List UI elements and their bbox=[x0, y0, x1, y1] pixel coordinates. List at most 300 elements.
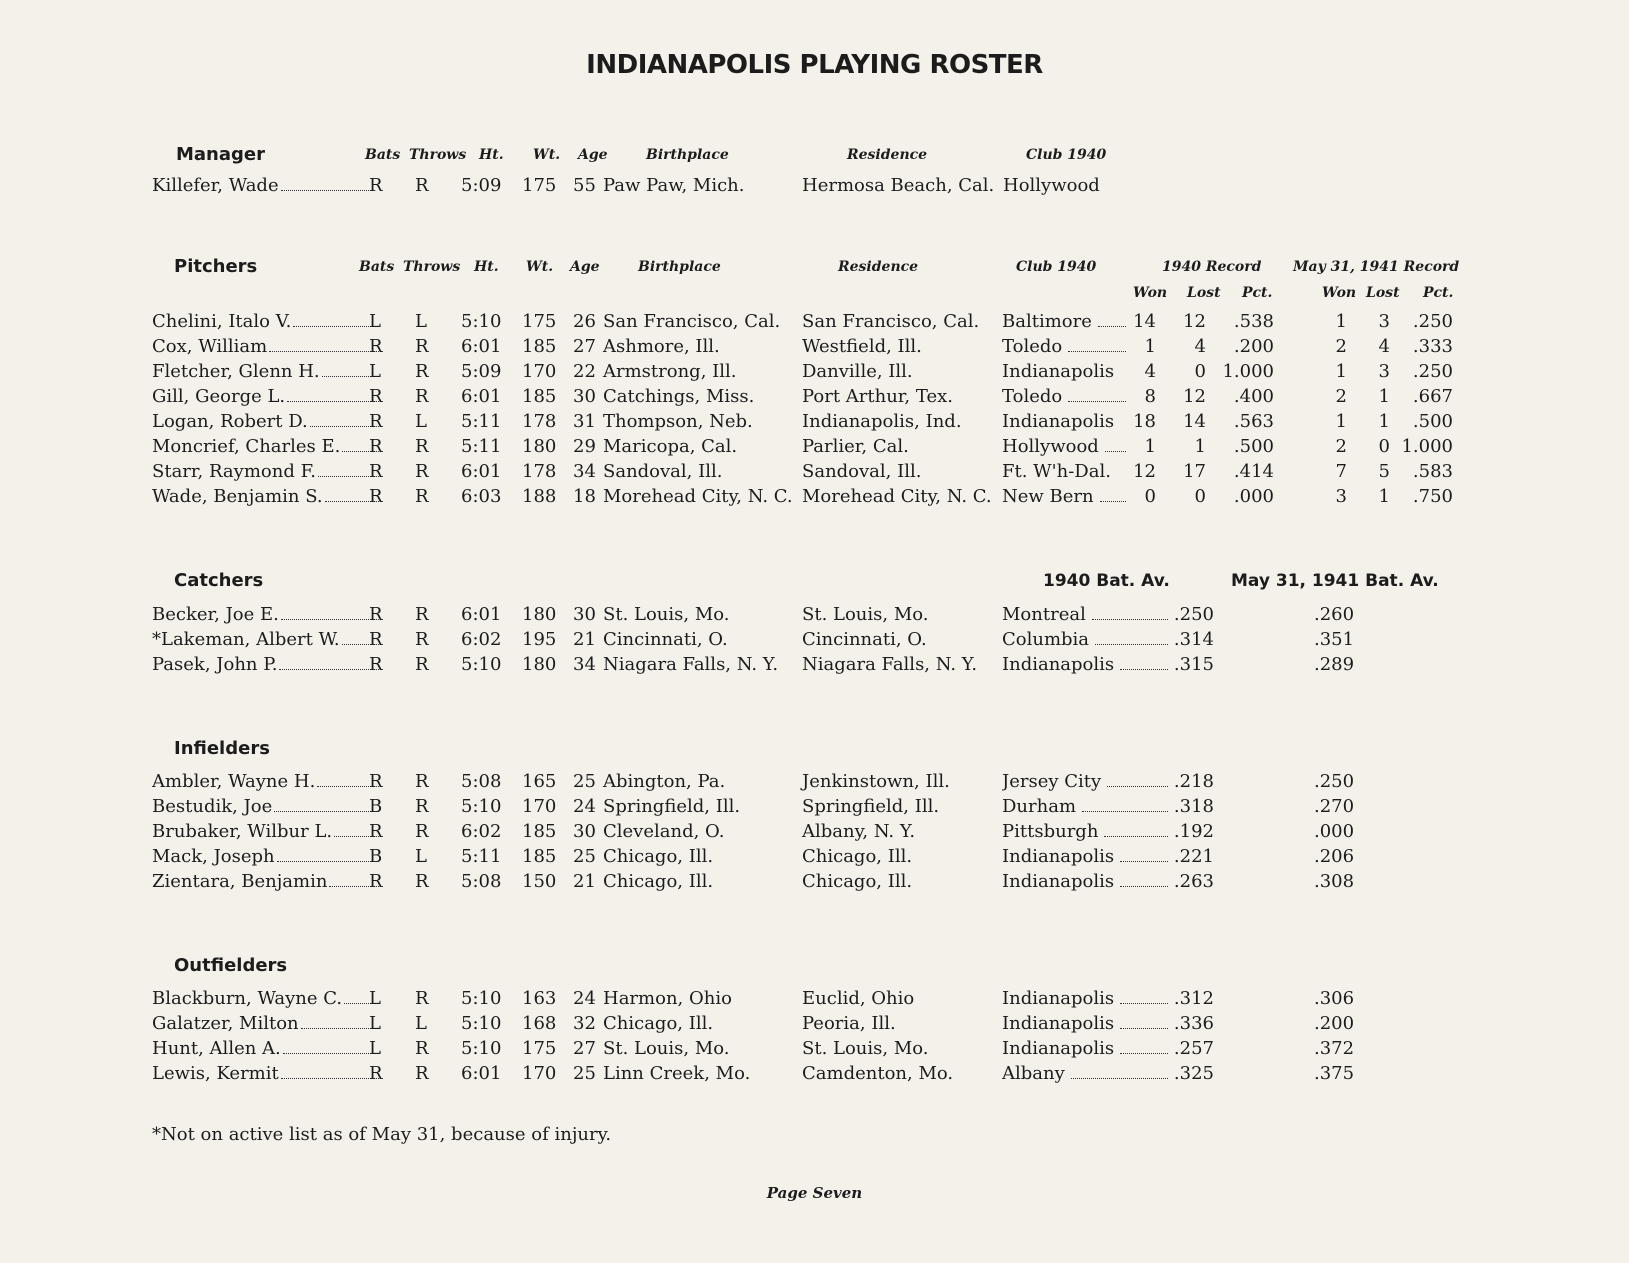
lost-1941: 1 bbox=[1378, 386, 1390, 407]
player-name: Moncrief, Charles E. bbox=[152, 436, 380, 458]
height: 5:10 bbox=[461, 1038, 502, 1059]
col-lost-1941: Lost bbox=[1366, 285, 1400, 301]
birthplace: Chicago, Ill. bbox=[603, 871, 714, 892]
infielders-heading: Infielders bbox=[174, 738, 270, 759]
weight: 175 bbox=[522, 311, 557, 332]
weight: 163 bbox=[522, 988, 557, 1009]
table-row bbox=[0, 386, 1629, 411]
bats: L bbox=[369, 1013, 381, 1034]
height: 5:08 bbox=[461, 871, 502, 892]
pct-1940: .000 bbox=[1233, 486, 1274, 507]
col-ht: Ht. bbox=[474, 259, 499, 275]
bats: R bbox=[369, 1063, 383, 1084]
throws: R bbox=[415, 604, 429, 625]
bats: R bbox=[369, 486, 383, 507]
age: 25 bbox=[573, 771, 596, 792]
bats: R bbox=[369, 871, 383, 892]
player-name: Wade, Benjamin S. bbox=[152, 486, 380, 508]
col-throws: Throws bbox=[403, 259, 461, 275]
throws: R bbox=[415, 988, 429, 1009]
player-name: Mack, Joseph bbox=[152, 846, 380, 868]
player-name: Cox, William bbox=[152, 336, 380, 358]
age: 29 bbox=[573, 436, 596, 457]
lost-1941: 1 bbox=[1378, 411, 1390, 432]
col-birthplace: Birthplace bbox=[646, 147, 729, 163]
club: Indianapolis bbox=[1002, 361, 1115, 382]
won-1941: 1 bbox=[1335, 311, 1347, 332]
col-bats: Bats bbox=[365, 147, 401, 163]
bats: R bbox=[369, 771, 383, 792]
residence: Springfield, Ill. bbox=[802, 796, 940, 817]
player-name: Galatzer, Milton bbox=[152, 1013, 380, 1035]
player-name: Blackburn, Wayne C. bbox=[152, 988, 380, 1010]
table-row bbox=[0, 821, 1629, 846]
won-1940: 12 bbox=[1133, 461, 1156, 482]
age: 30 bbox=[573, 821, 596, 842]
weight: 170 bbox=[522, 1063, 557, 1084]
player-name: Becker, Joe E. bbox=[152, 604, 380, 626]
club: Jersey City bbox=[1002, 771, 1172, 793]
residence: Hermosa Beach, Cal. bbox=[802, 175, 995, 196]
throws: R bbox=[415, 821, 429, 842]
throws: L bbox=[415, 1013, 427, 1034]
bats: R bbox=[369, 336, 383, 357]
throws: R bbox=[415, 654, 429, 675]
residence: Port Arthur, Tex. bbox=[802, 386, 954, 407]
birthplace: Springfield, Ill. bbox=[603, 796, 741, 817]
lost-1941: 1 bbox=[1378, 486, 1390, 507]
player-name: Hunt, Allen A. bbox=[152, 1038, 380, 1060]
won-1940: 4 bbox=[1144, 361, 1156, 382]
table-row bbox=[0, 846, 1629, 871]
table-row bbox=[0, 411, 1629, 436]
col-pct-1940: Pct. bbox=[1242, 285, 1273, 301]
table-row bbox=[0, 604, 1629, 629]
club: Baltimore bbox=[1002, 311, 1130, 333]
player-name: Ambler, Wayne H. bbox=[152, 771, 380, 793]
manager-row bbox=[0, 175, 1629, 200]
col-lost-1940: Lost bbox=[1187, 285, 1221, 301]
birthplace: Abington, Pa. bbox=[603, 771, 726, 792]
age: 18 bbox=[573, 486, 596, 507]
col-residence: Residence bbox=[838, 259, 919, 275]
bats: B bbox=[369, 846, 383, 867]
weight: 180 bbox=[522, 654, 557, 675]
height: 6:03 bbox=[461, 486, 502, 507]
pct-1940: .400 bbox=[1233, 386, 1274, 407]
won-1941: 1 bbox=[1335, 361, 1347, 382]
height: 5:11 bbox=[461, 436, 502, 457]
won-1941: 3 bbox=[1335, 486, 1347, 507]
table-row bbox=[0, 336, 1629, 361]
weight: 195 bbox=[522, 629, 557, 650]
col-club: Club 1940 bbox=[1026, 147, 1107, 163]
col-wt: Wt. bbox=[526, 259, 554, 275]
weight: 168 bbox=[522, 1013, 557, 1034]
bats: R bbox=[369, 386, 383, 407]
birthplace: Ashmore, Ill. bbox=[603, 336, 720, 357]
weight: 170 bbox=[522, 361, 557, 382]
bats: R bbox=[369, 604, 383, 625]
club: Indianapolis bbox=[1002, 411, 1115, 432]
won-1941: 7 bbox=[1335, 461, 1347, 482]
bat-av-1941: .260 bbox=[1314, 604, 1355, 625]
lost-1940: 12 bbox=[1183, 386, 1206, 407]
weight: 150 bbox=[522, 871, 557, 892]
throws: L bbox=[415, 411, 427, 432]
throws: R bbox=[415, 336, 429, 357]
lost-1940: 4 bbox=[1194, 336, 1206, 357]
col-age: Age bbox=[578, 147, 608, 163]
throws: R bbox=[415, 871, 429, 892]
height: 5:10 bbox=[461, 796, 502, 817]
table-row bbox=[0, 1013, 1629, 1038]
bats: L bbox=[369, 311, 381, 332]
birthplace: Armstrong, Ill. bbox=[603, 361, 737, 382]
club: Indianapolis bbox=[1002, 1038, 1172, 1060]
weight: 178 bbox=[522, 461, 557, 482]
residence: Jenkinstown, Ill. bbox=[802, 771, 950, 792]
age: 34 bbox=[573, 461, 596, 482]
height: 5:10 bbox=[461, 654, 502, 675]
residence: Albany, N. Y. bbox=[802, 821, 916, 842]
bat-av-1941: .250 bbox=[1314, 771, 1355, 792]
residence: Indianapolis, Ind. bbox=[802, 411, 962, 432]
won-1940: 18 bbox=[1133, 411, 1156, 432]
table-row bbox=[0, 311, 1629, 336]
weight: 170 bbox=[522, 796, 557, 817]
height: 6:02 bbox=[461, 629, 502, 650]
pct-1940: 1.000 bbox=[1222, 361, 1274, 382]
bats: R bbox=[369, 654, 383, 675]
residence: Parlier, Cal. bbox=[802, 436, 909, 457]
birthplace: Paw Paw, Mich. bbox=[603, 175, 745, 196]
bats: R bbox=[369, 175, 383, 196]
bat-av-1941: .306 bbox=[1314, 988, 1355, 1009]
player-name: Killefer, Wade bbox=[152, 175, 372, 197]
table-row bbox=[0, 654, 1629, 679]
club: Ft. W'h-Dal. bbox=[1002, 461, 1111, 482]
residence: Camdenton, Mo. bbox=[802, 1063, 954, 1084]
height: 6:01 bbox=[461, 604, 502, 625]
table-row bbox=[0, 486, 1629, 511]
won-1941: 2 bbox=[1335, 336, 1347, 357]
club: Indianapolis bbox=[1002, 1013, 1172, 1035]
col-bat-av-1941: May 31, 1941 Bat. Av. bbox=[1231, 571, 1439, 591]
col-record-1940: 1940 Record bbox=[1162, 259, 1262, 275]
won-1940: 14 bbox=[1133, 311, 1156, 332]
player-name: Logan, Robert D. bbox=[152, 411, 380, 433]
residence: Chicago, Ill. bbox=[802, 871, 913, 892]
height: 5:09 bbox=[461, 361, 502, 382]
age: 30 bbox=[573, 386, 596, 407]
throws: R bbox=[415, 1063, 429, 1084]
pct-1940: .563 bbox=[1233, 411, 1274, 432]
lost-1940: 0 bbox=[1194, 361, 1206, 382]
residence: Chicago, Ill. bbox=[802, 846, 913, 867]
lost-1941: 0 bbox=[1378, 436, 1390, 457]
bat-av-1941: .372 bbox=[1314, 1038, 1355, 1059]
page-number: Page Seven bbox=[766, 1184, 863, 1202]
club: Indianapolis bbox=[1002, 871, 1172, 893]
bats: R bbox=[369, 461, 383, 482]
birthplace: St. Louis, Mo. bbox=[603, 1038, 730, 1059]
residence: Danville, Ill. bbox=[802, 361, 913, 382]
height: 5:10 bbox=[461, 311, 502, 332]
club: Pittsburgh bbox=[1002, 821, 1172, 843]
weight: 175 bbox=[522, 1038, 557, 1059]
birthplace: Chicago, Ill. bbox=[603, 1013, 714, 1034]
table-row bbox=[0, 461, 1629, 486]
outfielders-heading: Outfielders bbox=[174, 955, 288, 976]
weight: 185 bbox=[522, 821, 557, 842]
age: 27 bbox=[573, 336, 596, 357]
weight: 175 bbox=[522, 175, 557, 196]
lost-1940: 0 bbox=[1194, 486, 1206, 507]
throws: R bbox=[415, 1038, 429, 1059]
club: Montreal bbox=[1002, 604, 1172, 626]
bat-av-1941: .000 bbox=[1314, 821, 1355, 842]
bat-av-1940: .325 bbox=[1173, 1063, 1214, 1084]
lost-1941: 5 bbox=[1378, 461, 1390, 482]
bats: L bbox=[369, 361, 381, 382]
table-row bbox=[0, 796, 1629, 821]
col-record-1941: May 31, 1941 Record bbox=[1293, 259, 1460, 275]
bat-av-1941: .308 bbox=[1314, 871, 1355, 892]
bats: R bbox=[369, 629, 383, 650]
height: 5:11 bbox=[461, 846, 502, 867]
birthplace: Maricopa, Cal. bbox=[603, 436, 738, 457]
bat-av-1940: .312 bbox=[1173, 988, 1214, 1009]
age: 22 bbox=[573, 361, 596, 382]
col-pct-1941: Pct. bbox=[1423, 285, 1454, 301]
height: 6:02 bbox=[461, 821, 502, 842]
weight: 165 bbox=[522, 771, 557, 792]
bat-av-1941: .200 bbox=[1314, 1013, 1355, 1034]
throws: R bbox=[415, 796, 429, 817]
table-row bbox=[0, 436, 1629, 461]
table-row bbox=[0, 629, 1629, 654]
age: 55 bbox=[573, 175, 596, 196]
bats: R bbox=[369, 436, 383, 457]
bat-av-1940: .318 bbox=[1173, 796, 1214, 817]
residence: San Francisco, Cal. bbox=[802, 311, 980, 332]
throws: R bbox=[415, 386, 429, 407]
player-name: Bestudik, Joe bbox=[152, 796, 380, 818]
age: 24 bbox=[573, 796, 596, 817]
bat-av-1940: .250 bbox=[1173, 604, 1214, 625]
lost-1941: 3 bbox=[1378, 361, 1390, 382]
lost-1940: 17 bbox=[1183, 461, 1206, 482]
bat-av-1941: .270 bbox=[1314, 796, 1355, 817]
birthplace: Chicago, Ill. bbox=[603, 846, 714, 867]
birthplace: Linn Creek, Mo. bbox=[603, 1063, 751, 1084]
throws: R bbox=[415, 436, 429, 457]
catchers-heading: Catchers bbox=[174, 570, 264, 591]
col-bat-av-1940: 1940 Bat. Av. bbox=[1043, 571, 1170, 591]
throws: R bbox=[415, 771, 429, 792]
pct-1941: .333 bbox=[1412, 336, 1453, 357]
age: 32 bbox=[573, 1013, 596, 1034]
lost-1941: 4 bbox=[1378, 336, 1390, 357]
throws: R bbox=[415, 361, 429, 382]
pct-1940: .500 bbox=[1233, 436, 1274, 457]
bat-av-1940: .336 bbox=[1173, 1013, 1214, 1034]
pct-1941: .250 bbox=[1412, 361, 1453, 382]
pct-1941: .667 bbox=[1412, 386, 1453, 407]
residence: St. Louis, Mo. bbox=[802, 1038, 929, 1059]
pct-1940: .414 bbox=[1233, 461, 1274, 482]
age: 31 bbox=[573, 411, 596, 432]
age: 26 bbox=[573, 311, 596, 332]
bat-av-1941: .289 bbox=[1314, 654, 1355, 675]
bat-av-1940: .314 bbox=[1173, 629, 1214, 650]
bat-av-1940: .263 bbox=[1173, 871, 1214, 892]
lost-1940: 1 bbox=[1194, 436, 1206, 457]
bat-av-1940: .192 bbox=[1173, 821, 1214, 842]
player-name: Zientara, Benjamin bbox=[152, 871, 380, 893]
bat-av-1940: .218 bbox=[1173, 771, 1214, 792]
injury-footnote: *Not on active list as of May 31, because of injury. bbox=[152, 1124, 612, 1145]
player-name: Brubaker, Wilbur L. bbox=[152, 821, 380, 843]
col-bats: Bats bbox=[359, 259, 395, 275]
club: Indianapolis bbox=[1002, 988, 1172, 1010]
residence: Euclid, Ohio bbox=[802, 988, 915, 1009]
age: 24 bbox=[573, 988, 596, 1009]
pct-1941: .250 bbox=[1412, 311, 1453, 332]
col-club: Club 1940 bbox=[1016, 259, 1097, 275]
player-name: *Lakeman, Albert W. bbox=[152, 629, 380, 651]
height: 6:01 bbox=[461, 1063, 502, 1084]
weight: 180 bbox=[522, 436, 557, 457]
height: 6:01 bbox=[461, 336, 502, 357]
col-age: Age bbox=[570, 259, 600, 275]
age: 21 bbox=[573, 871, 596, 892]
bats: L bbox=[369, 988, 381, 1009]
bats: R bbox=[369, 821, 383, 842]
height: 5:08 bbox=[461, 771, 502, 792]
birthplace: St. Louis, Mo. bbox=[603, 604, 730, 625]
club: New Bern bbox=[1002, 486, 1130, 508]
won-1940: 0 bbox=[1144, 486, 1156, 507]
pitchers-heading: Pitchers bbox=[174, 256, 258, 277]
birthplace: Cleveland, O. bbox=[603, 821, 725, 842]
table-row bbox=[0, 1038, 1629, 1063]
residence: Niagara Falls, N. Y. bbox=[802, 654, 978, 675]
club: Toledo bbox=[1002, 336, 1130, 358]
pct-1940: .538 bbox=[1233, 311, 1274, 332]
col-residence: Residence bbox=[847, 147, 928, 163]
player-name: Chelini, Italo V. bbox=[152, 311, 380, 333]
residence: Westfield, Ill. bbox=[802, 336, 922, 357]
bat-av-1940: .221 bbox=[1173, 846, 1214, 867]
lost-1941: 3 bbox=[1378, 311, 1390, 332]
weight: 178 bbox=[522, 411, 557, 432]
pct-1941: 1.000 bbox=[1401, 436, 1453, 457]
club: Albany bbox=[1002, 1063, 1172, 1085]
weight: 185 bbox=[522, 336, 557, 357]
player-name: Starr, Raymond F. bbox=[152, 461, 380, 483]
won-1940: 1 bbox=[1144, 336, 1156, 357]
height: 5:10 bbox=[461, 1013, 502, 1034]
table-row bbox=[0, 871, 1629, 896]
lost-1940: 12 bbox=[1183, 311, 1206, 332]
pct-1941: .583 bbox=[1412, 461, 1453, 482]
residence: Cincinnati, O. bbox=[802, 629, 927, 650]
weight: 185 bbox=[522, 846, 557, 867]
col-won-1940: Won bbox=[1133, 285, 1168, 301]
birthplace: Thompson, Neb. bbox=[603, 411, 753, 432]
throws: L bbox=[415, 846, 427, 867]
won-1940: 8 bbox=[1144, 386, 1156, 407]
club: Hollywood bbox=[1002, 436, 1130, 458]
lost-1940: 14 bbox=[1183, 411, 1206, 432]
height: 6:01 bbox=[461, 386, 502, 407]
col-ht: Ht. bbox=[479, 147, 504, 163]
birthplace: Catchings, Miss. bbox=[603, 386, 755, 407]
height: 5:09 bbox=[461, 175, 502, 196]
won-1941: 2 bbox=[1335, 436, 1347, 457]
birthplace: Harmon, Ohio bbox=[603, 988, 732, 1009]
won-1940: 1 bbox=[1144, 436, 1156, 457]
birthplace: Cincinnati, O. bbox=[603, 629, 728, 650]
col-wt: Wt. bbox=[533, 147, 561, 163]
pct-1940: .200 bbox=[1233, 336, 1274, 357]
player-name: Gill, George L. bbox=[152, 386, 380, 408]
player-name: Lewis, Kermit bbox=[152, 1063, 380, 1085]
col-birthplace: Birthplace bbox=[638, 259, 721, 275]
club: Durham bbox=[1002, 796, 1172, 818]
residence: Peoria, Ill. bbox=[802, 1013, 896, 1034]
club: Columbia bbox=[1002, 629, 1172, 651]
player-name: Fletcher, Glenn H. bbox=[152, 361, 380, 383]
table-row bbox=[0, 988, 1629, 1013]
won-1941: 1 bbox=[1335, 411, 1347, 432]
age: 34 bbox=[573, 654, 596, 675]
bats: B bbox=[369, 796, 383, 817]
table-row bbox=[0, 1063, 1629, 1088]
pct-1941: .750 bbox=[1412, 486, 1453, 507]
age: 25 bbox=[573, 1063, 596, 1084]
birthplace: Sandoval, Ill. bbox=[603, 461, 723, 482]
col-won-1941: Won bbox=[1322, 285, 1357, 301]
bats: L bbox=[369, 1038, 381, 1059]
bat-av-1940: .315 bbox=[1173, 654, 1214, 675]
pct-1941: .500 bbox=[1412, 411, 1453, 432]
residence: Sandoval, Ill. bbox=[802, 461, 922, 482]
table-row bbox=[0, 361, 1629, 386]
club: Toledo bbox=[1002, 386, 1130, 408]
page-title: INDIANAPOLIS PLAYING ROSTER bbox=[586, 50, 1043, 80]
club: Hollywood bbox=[1003, 175, 1100, 196]
won-1941: 2 bbox=[1335, 386, 1347, 407]
height: 6:01 bbox=[461, 461, 502, 482]
bats: R bbox=[369, 411, 383, 432]
birthplace: San Francisco, Cal. bbox=[603, 311, 781, 332]
club: Indianapolis bbox=[1002, 846, 1172, 868]
bat-av-1941: .351 bbox=[1314, 629, 1355, 650]
col-throws: Throws bbox=[409, 147, 467, 163]
throws: R bbox=[415, 175, 429, 196]
bat-av-1940: .257 bbox=[1173, 1038, 1214, 1059]
throws: R bbox=[415, 629, 429, 650]
height: 5:11 bbox=[461, 411, 502, 432]
bat-av-1941: .206 bbox=[1314, 846, 1355, 867]
player-name: Pasek, John P. bbox=[152, 654, 380, 676]
height: 5:10 bbox=[461, 988, 502, 1009]
age: 30 bbox=[573, 604, 596, 625]
age: 21 bbox=[573, 629, 596, 650]
